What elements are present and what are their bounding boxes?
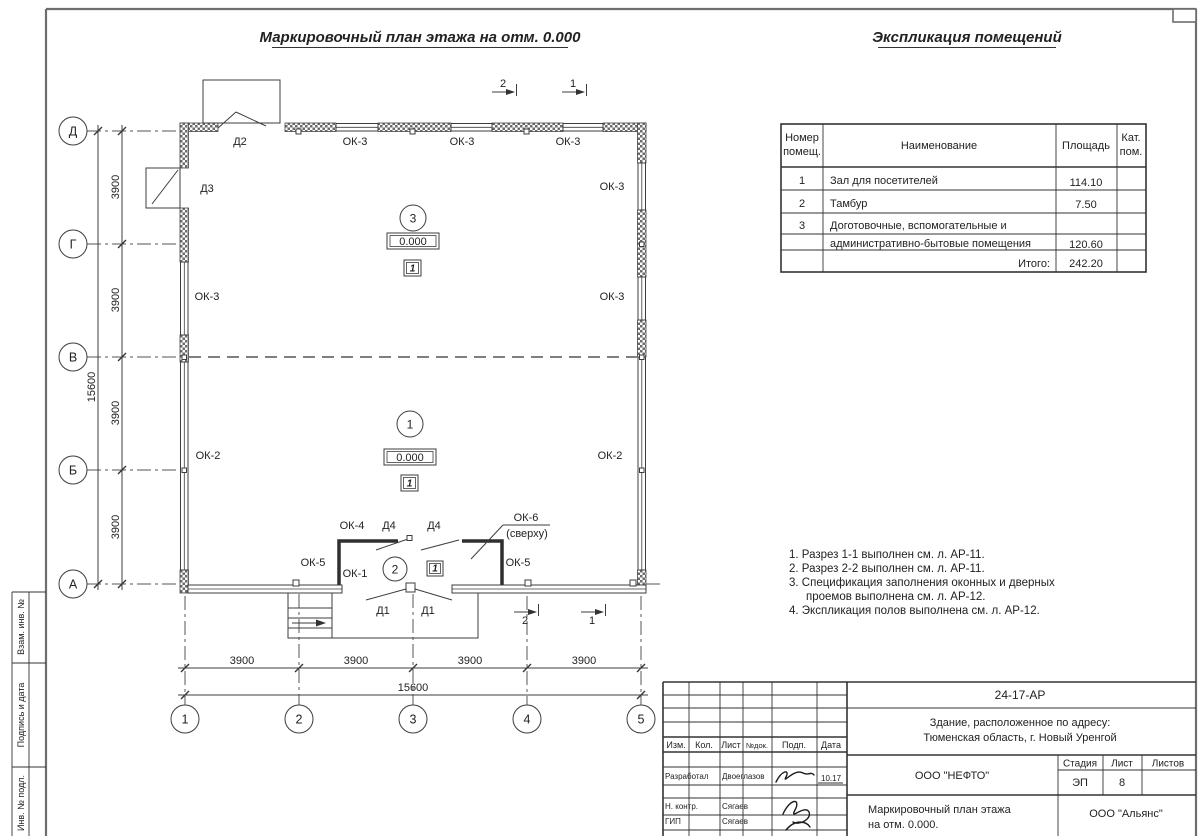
- axis-col-label: 5: [637, 712, 645, 727]
- signature: [776, 772, 814, 782]
- axis-row-label: Г: [69, 237, 77, 252]
- cell-num: 3: [798, 220, 806, 232]
- stamp-address: Тюменская область, г. Новый Уренгой: [923, 732, 1117, 744]
- dim-15600: 15600: [86, 371, 98, 403]
- side-stamp: [12, 592, 46, 836]
- stamp-doc-code: 24-17-АР: [994, 688, 1046, 702]
- window-label-ok2: ОК-2: [597, 450, 623, 462]
- note-line: 4. Экспликация полов выполнена см. л. АР-12.: [789, 605, 1040, 617]
- room-2-floor-type: 1: [432, 563, 438, 575]
- plan-labels: [195, 136, 625, 617]
- door-label-d2: Д2: [233, 136, 247, 148]
- window-label-ok3: ОК-3: [449, 136, 475, 148]
- notes: [789, 549, 1055, 617]
- stamp-name: Двоеглазов: [722, 772, 765, 781]
- explication-table: [781, 124, 1146, 272]
- side-label-podpis: Подпись и дата: [16, 682, 26, 748]
- window-label-ok4: ОК-4: [339, 520, 365, 532]
- room-1-marker: [384, 411, 436, 491]
- section-marks: [492, 78, 606, 627]
- table-row: [1018, 258, 1103, 270]
- room-2-number: 2: [391, 562, 399, 577]
- window-label-ok5: ОК-5: [505, 557, 531, 569]
- col-area: Площадь: [1062, 140, 1110, 152]
- room-3-elevation: 0.000: [399, 236, 427, 248]
- stamp-name: Сягаев: [722, 817, 748, 826]
- axis-bubbles-bottom: [171, 705, 655, 733]
- axis-row-label: Б: [68, 463, 78, 478]
- room-3-number: 3: [409, 211, 417, 226]
- section-2-label: 2: [499, 78, 507, 90]
- right-wall: [638, 123, 647, 593]
- axis-col-label: 2: [295, 712, 303, 727]
- window-label-ok1: ОК-1: [342, 568, 368, 580]
- side-label-vzam: Взам. инв. №: [16, 599, 26, 655]
- room-3-floor-type: 1: [409, 263, 416, 275]
- col-cat: Кат.: [1121, 132, 1141, 144]
- room-2-marker: [383, 557, 443, 581]
- axis-row-label: В: [68, 350, 78, 365]
- axis-row-label: Д: [68, 124, 78, 139]
- stamp-role: ГИП: [665, 817, 681, 826]
- stamp-sheet: 8: [1118, 777, 1126, 789]
- room-1-number: 1: [406, 417, 414, 432]
- axis-col-label: 4: [523, 712, 531, 727]
- stamp-doc-title: Маркировочный план этажа: [868, 804, 1011, 816]
- cell-name: Доготовочные, вспомогательные и: [830, 220, 1007, 232]
- window-label-ok5: ОК-5: [300, 557, 326, 569]
- cell-area: 120.60: [1069, 239, 1103, 251]
- stamp-doc-title: на отм. 0.000.: [868, 819, 939, 831]
- explication-title: Экспликация помещений: [872, 29, 1062, 46]
- note-line: 2. Разрез 2-2 выполнен см. л. АР-11.: [789, 563, 985, 575]
- door-label-d4: Д4: [382, 520, 396, 532]
- door-label-d4: Д4: [427, 520, 441, 532]
- section-2-label: 2: [521, 615, 529, 627]
- cell-area: 242.20: [1069, 258, 1103, 270]
- axis-col-label: 1: [181, 712, 189, 727]
- cell-name: Зал для посетителей: [830, 175, 938, 187]
- cell-num: 2: [798, 198, 806, 210]
- note-line: 1. Разрез 1-1 выполнен см. л. АР-11.: [789, 549, 985, 561]
- col-name: Наименование: [900, 140, 978, 152]
- stamp-sheet-label: Лист: [1111, 758, 1133, 770]
- plan-title: Маркировочный план этажа на отм. 0.000: [259, 29, 581, 46]
- section-1-label: 1: [588, 615, 596, 627]
- axis-col-label: 3: [409, 712, 417, 727]
- table-row: [799, 198, 1097, 211]
- col-num: Номер: [785, 132, 819, 144]
- col-num: помещ.: [783, 146, 821, 158]
- stamp-stage: ЭП: [1072, 777, 1088, 789]
- sheet-corner-box: [1173, 9, 1196, 22]
- dim-3900: 3900: [571, 655, 597, 667]
- room-3-marker: [387, 205, 439, 276]
- dim-3900: 3900: [110, 287, 122, 313]
- dim-3900: 3900: [110, 514, 122, 540]
- stamp-col-podp: Подп.: [782, 740, 806, 750]
- cell-area: 114.10: [1069, 177, 1103, 189]
- title-block: [663, 682, 1196, 836]
- room-1-floor-type: 1: [406, 478, 413, 490]
- cell-area: 7.50: [1075, 199, 1097, 211]
- window-label-ok3: ОК-3: [599, 181, 625, 193]
- door-label-d3: Д3: [200, 183, 214, 195]
- door-d2: [203, 80, 280, 128]
- cell-name: Тамбур: [830, 198, 868, 210]
- dim-15600: 15600: [397, 682, 429, 694]
- stamp-role: Разработал: [665, 772, 709, 781]
- dim-3900: 3900: [229, 655, 255, 667]
- stamp-org: ООО "НЕФТО": [914, 770, 990, 782]
- window-label-ok3: ОК-3: [555, 136, 581, 148]
- note-line: 3. Спецификация заполнения оконных и дверных: [789, 577, 1055, 589]
- floor-plan: [59, 78, 660, 733]
- stamp-company: ООО "Альянс": [1089, 808, 1163, 820]
- stamp-role: Н. контр.: [665, 802, 699, 811]
- top-wall: [180, 123, 646, 134]
- signature: [783, 801, 810, 830]
- dim-3900: 3900: [343, 655, 369, 667]
- stamp-sheets-label: Листов: [1151, 758, 1185, 770]
- stamp-col-izm: Изм.: [666, 740, 686, 750]
- stamp-date: 10.17: [821, 774, 842, 783]
- stamp-name: Сягаев: [722, 802, 748, 811]
- axis-row-label: А: [68, 577, 78, 592]
- left-wall: [180, 123, 189, 593]
- cell-num: 1: [798, 175, 806, 187]
- stamp-col-ndok: №док.: [746, 741, 768, 750]
- window-label-ok6: ОК-6: [513, 512, 539, 524]
- table-row: [830, 238, 1103, 251]
- room-1-elevation: 0.000: [396, 452, 424, 464]
- axis-bubbles-left: [59, 117, 87, 598]
- dim-3900: 3900: [457, 655, 483, 667]
- col-cat: пом.: [1119, 146, 1143, 158]
- cell-name: Итого:: [1018, 258, 1050, 270]
- stamp-col-list: Лист: [721, 740, 741, 750]
- note-line: проемов выполнена см. л. АР-12.: [806, 591, 986, 603]
- door-d3: [146, 168, 180, 208]
- table-row: [799, 175, 1102, 189]
- window-label-ok6-note: (сверху): [506, 528, 548, 540]
- table-header: [783, 132, 1142, 158]
- stamp-address: Здание, расположенное по адресу:: [929, 717, 1111, 729]
- cell-name: административно-бытовые помещения: [830, 238, 1032, 250]
- window-label-ok3: ОК-3: [342, 136, 368, 148]
- door-label-d1: Д1: [421, 605, 435, 617]
- window-label-ok2: ОК-2: [195, 450, 221, 462]
- dim-3900: 3900: [110, 400, 122, 426]
- section-1-label: 1: [569, 78, 577, 90]
- door-label-d1: Д1: [376, 605, 390, 617]
- stamp-col-data: Дата: [821, 740, 841, 750]
- window-label-ok3: ОК-3: [194, 291, 220, 303]
- sheet-frame: [46, 9, 1196, 836]
- table-row: [799, 220, 1007, 232]
- stamp-col-kol: Кол.: [695, 740, 713, 750]
- dim-3900: 3900: [110, 174, 122, 200]
- window-label-ok3: ОК-3: [599, 291, 625, 303]
- titles: [260, 29, 1062, 48]
- bottom-wall: [188, 580, 646, 593]
- side-label-inv: Инв. № подл.: [16, 774, 26, 832]
- stamp-stage-label: Стадия: [1062, 758, 1098, 770]
